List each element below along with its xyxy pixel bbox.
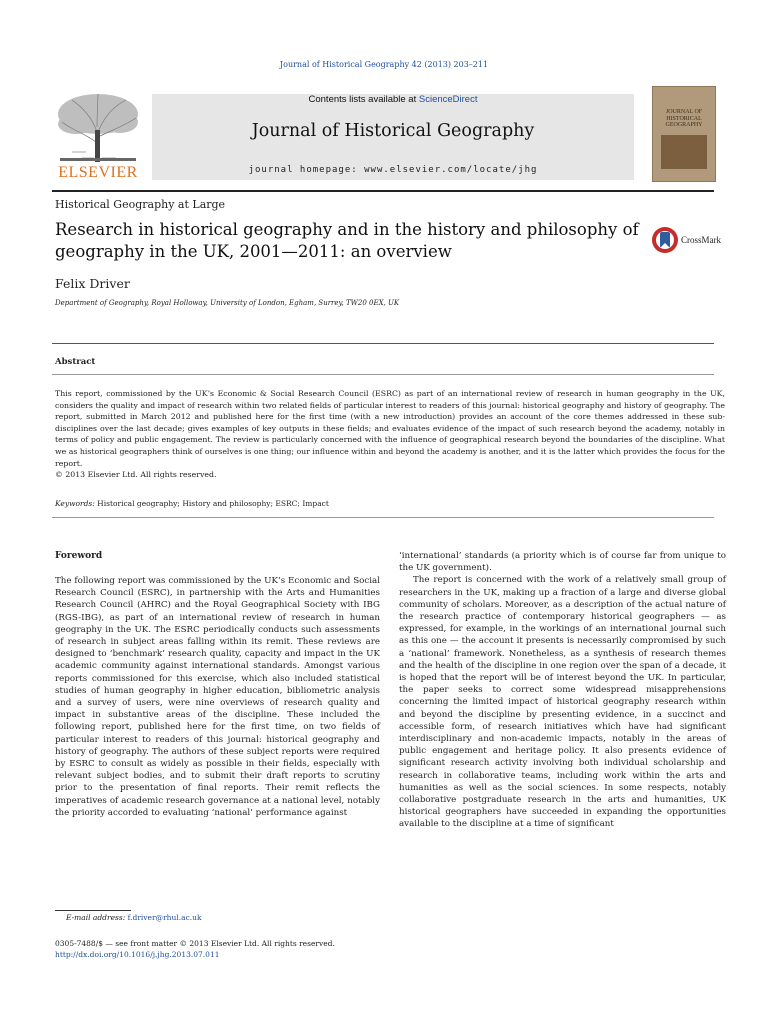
sciencedirect-link[interactable]: ScienceDirect xyxy=(418,94,478,105)
article-title: Research in historical geography and in the history and philosophy of geography in the UK, 2001—2011: an overview xyxy=(55,220,639,261)
issn-line: 0305-7488/$ — see front matter © 2013 Elsevier Ltd. All rights reserved. xyxy=(55,939,335,948)
section-label: Historical Geography at Large xyxy=(55,198,226,211)
cover-title: JOURNAL OF HISTORICAL GEOGRAPHY xyxy=(665,109,703,129)
keywords xyxy=(55,499,715,508)
keywords-list: Historical geography; History and philosophy; ESRC; Impact xyxy=(97,499,329,508)
front-matter xyxy=(55,938,335,960)
left-paragraph: The following report was commissioned by the UK’s Economic and Social Research Council (ESRC), in partnership with the Arts and Humanities Research Council (AHRC) and the Royal Geographical Society with IBG (RGS-IBG), as part of an international review of research in human geography in the UK. The ESRC periodically conducts such assessments of research in subject areas falling within its remit. These reviews are designed to ‘benchmark’ research quality, capacity and impact in the UK academic community against international standards. Amongst various reports commissioned for this exercise, which also included statistical studies of human geography in higher education, bibliometric analysis and a survey of users, were nine overviews of research quality and impact in substantive areas of the discipline. These included the following report, published here for the first time, on two fields of particular interest to readers of this journal: historical geography and history of geography. The authors of these subject reports were required by ESRC to consult as widely as possible in their fields, especially with relevant subject bodies, and to submit their draft reports to scrutiny prior to the presentation of final reports. Their remit reflects the imperatives of academic research governance at a national level, notably the priority accorded to evaluating ‘national’ performance against xyxy=(55,576,380,818)
right-column xyxy=(399,550,726,831)
citation-link[interactable]: Journal of Historical Geography 42 (2013) 203–211 xyxy=(279,60,489,69)
crossmark-label: CrossMark xyxy=(681,235,721,245)
keywords-rule xyxy=(52,517,714,518)
doi-link[interactable]: http://dx.doi.org/10.1016/j.jhg.2013.07.011 xyxy=(55,950,220,959)
left-column xyxy=(55,575,380,819)
author-affiliation: Department of Geography, Royal Holloway, University of London, Egham, Surrey, TW20 0EX, UK xyxy=(55,299,400,307)
publisher-logo-text: ELSEVIER xyxy=(58,164,138,181)
email-link[interactable]: f.driver@rhul.ac.uk xyxy=(127,913,202,922)
crossmark-badge[interactable] xyxy=(651,226,731,256)
header-divider xyxy=(52,190,714,192)
keywords-label: Keywords: xyxy=(55,499,95,508)
email-label: E-mail address: xyxy=(66,913,128,922)
journal-citation[interactable] xyxy=(0,60,768,69)
author-name: Felix Driver xyxy=(55,276,130,291)
right-paragraph-1: ‘international’ standards (a priority which is of course far from unique to the UK government). xyxy=(399,551,726,574)
abstract-body xyxy=(55,388,725,481)
journal-homepage[interactable]: journal homepage: www.elsevier.com/locate/jhg xyxy=(248,165,538,175)
foreword-heading: Foreword xyxy=(55,551,103,561)
abstract-heading: Abstract xyxy=(55,357,96,367)
journal-cover-thumbnail xyxy=(652,86,716,182)
footnote-rule xyxy=(55,910,131,911)
right-paragraph-2: The report is concerned with the work of a relatively small group of researchers in the UK, making up a fraction of a large and diverse global community of scholars. Moreover, as a description of the actual nature of the research practice of contemporary historical geographers — as expressed, for example, in the workings of an international journal such as this one — the account it presents is necessarily compromised by such a ‘national’ framework. Nonetheless, as a synthesis of research themes and the health of the discipline in one region over the span of a decade, it is hoped that the report will be of interest beyond the UK. In particular, the paper seeks to correct some widespread misapprehensions concerning the limited impact of historical geography research within and beyond the discipline by presenting evidence, in a succinct and accessible form, of research initiatives which have had significant interdisciplinary and non-academic impacts, notably in the areas of public engagement and heritage policy. It also presents evidence of significant research activity involving both individual scholarship and research in collaborative teams, including work within the arts and humanities as well as the social sciences. In some respects, notably collaborative postgraduate research in the arts and humanities, UK historical geographers have succeeded in expanding the opportunities available to the discipline at a time of significant xyxy=(399,575,726,830)
contents-line xyxy=(152,94,634,105)
tree-icon xyxy=(52,92,144,164)
abstract-heading-rule xyxy=(52,374,714,375)
abstract-copyright: © 2013 Elsevier Ltd. All rights reserved. xyxy=(55,470,217,480)
abstract-top-rule xyxy=(52,343,714,344)
contents-prefix: Contents lists available at xyxy=(308,94,419,105)
journal-banner xyxy=(152,94,634,180)
abstract-text: This report, commissioned by the UK’s Economic & Social Research Council (ESRC) as part of an international review of research in human geography in the UK, considers the quality and impact of research within two related fields of particular interest to readers of this journal: historical geography and history of geography. The report, submitted in March 2012 and published here for the first time (with a new introduction) provides an account of the core themes addressed in these sub-disciplines over the last decade; gives examples of key outputs in these fields; and evaluates evidence of the impact of such research beyond the academy, notably in terms of policy and public engagement. The review is particularly concerned with the influence of geographical research beyond the boundaries of the discipline. What we as historical geographers think of ourselves is one thing; our influence within and beyond the academy is another, and it is the latter which provides the focus for the report. xyxy=(55,389,725,468)
crossmark-icon xyxy=(651,226,679,254)
elsevier-logo xyxy=(52,92,144,182)
cover-illustration xyxy=(661,135,707,169)
journal-title: Journal of Historical Geography xyxy=(251,121,535,141)
email-footnote xyxy=(66,913,202,922)
